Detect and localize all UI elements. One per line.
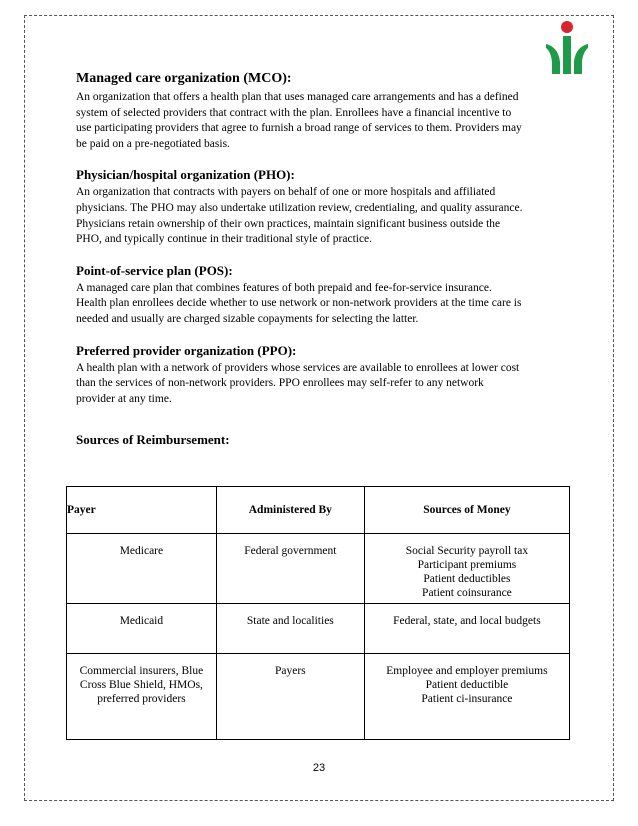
- cell-line: Employee and employer premiums: [386, 665, 548, 677]
- text-line: A health plan with a network of providers whose services are available to enrollees at lower cost: [76, 361, 520, 374]
- cell-line: Payers: [275, 665, 306, 677]
- text-line: than the services of non-network providers. PPO enrollees may self-refer to any network: [76, 377, 484, 390]
- text-line: An organization that contracts with payers on behalf of one or more hospitals and affiliated: [76, 186, 496, 199]
- table-row: [67, 654, 570, 740]
- reimbursement-table: [66, 486, 570, 740]
- definition-section: [76, 166, 562, 247]
- section-heading: Physician/hospital organization (PHO):: [76, 167, 295, 183]
- cell-line: Participant premiums: [417, 559, 517, 571]
- payer-cell: [67, 654, 217, 740]
- sources-cell: [364, 604, 569, 654]
- table-row: [67, 534, 570, 604]
- text-line: use participating providers that agree to furnish a broad range of services to them. Providers may: [76, 122, 522, 135]
- cell-line: preferred providers: [97, 693, 186, 705]
- cell-line: Medicare: [119, 545, 164, 557]
- cell-line: Social Security payroll tax: [405, 545, 529, 557]
- text-line: physicians. The PHO may also undertake utilization review, credentialing, and quality assurance.: [76, 201, 523, 214]
- cell-line: Patient ci-insurance: [421, 693, 513, 705]
- institution-logo: [544, 20, 590, 76]
- section-heading: Point-of-service plan (POS):: [76, 262, 233, 278]
- cell-line: Commercial insurers, Blue: [79, 665, 204, 677]
- cell-line: Cross Blue Shield, HMOs,: [79, 679, 203, 691]
- section-heading: Managed care organization (MCO):: [76, 71, 292, 86]
- section-heading: Preferred provider organization (PPO):: [76, 342, 297, 358]
- cell-line: Patient deductible: [425, 679, 509, 691]
- definition-section: [76, 342, 562, 408]
- administered-by-cell: [216, 534, 364, 604]
- payer-cell: [67, 534, 217, 604]
- section-text: [76, 90, 562, 152]
- text-line: provider at any time.: [76, 392, 172, 405]
- definition-section: [76, 70, 562, 152]
- definition-section: [76, 262, 562, 328]
- cell-line: Federal government: [244, 545, 337, 557]
- cell-line: State and localities: [246, 615, 334, 627]
- table-header-row: [67, 487, 570, 534]
- cell-line: Patient deductibles: [423, 573, 511, 585]
- administered-by-cell: [216, 654, 364, 740]
- text-line: be paid on a pre-negotiated basis.: [76, 137, 230, 150]
- section-text: [76, 281, 562, 328]
- text-line: system of selected providers that contract with the plan. Enrollees have a financial incentive to: [76, 106, 512, 119]
- payer-cell: [67, 604, 217, 654]
- page-number: 23: [312, 762, 326, 774]
- text-line: needed and usually are charged sizable copayments for selecting the latter.: [76, 312, 419, 325]
- table-row: [67, 604, 570, 654]
- header-sources-of-money: Sources of Money: [364, 487, 569, 534]
- section-text: [76, 185, 562, 247]
- cell-line: Federal, state, and local budgets: [393, 615, 541, 627]
- cell-line: Medicaid: [119, 615, 164, 627]
- text-line: An organization that offers a health plan that uses managed care arrangements and has a defined: [76, 91, 519, 103]
- sources-cell: [364, 534, 569, 604]
- text-line: A managed care plan that combines features of both prepaid and fee-for-service insurance.: [76, 281, 492, 294]
- text-line: PHO, and typically continue in their traditional style of practice.: [76, 233, 373, 246]
- cell-line: Patient coinsurance: [422, 587, 512, 599]
- sources-heading: Sources of Reimbursement:: [76, 432, 230, 448]
- header-administered-by: Administered By: [216, 487, 364, 534]
- section-text: [76, 361, 562, 408]
- header-payer: Payer: [67, 487, 217, 534]
- administered-by-cell: [216, 604, 364, 654]
- document-body: [76, 70, 562, 448]
- sources-cell: [364, 654, 569, 740]
- text-line: Health plan enrollees decide whether to use network or non-network providers at the time care is: [76, 297, 522, 310]
- text-line: Physicians retain ownership of their own practices, maintain significant business outside the: [76, 217, 501, 230]
